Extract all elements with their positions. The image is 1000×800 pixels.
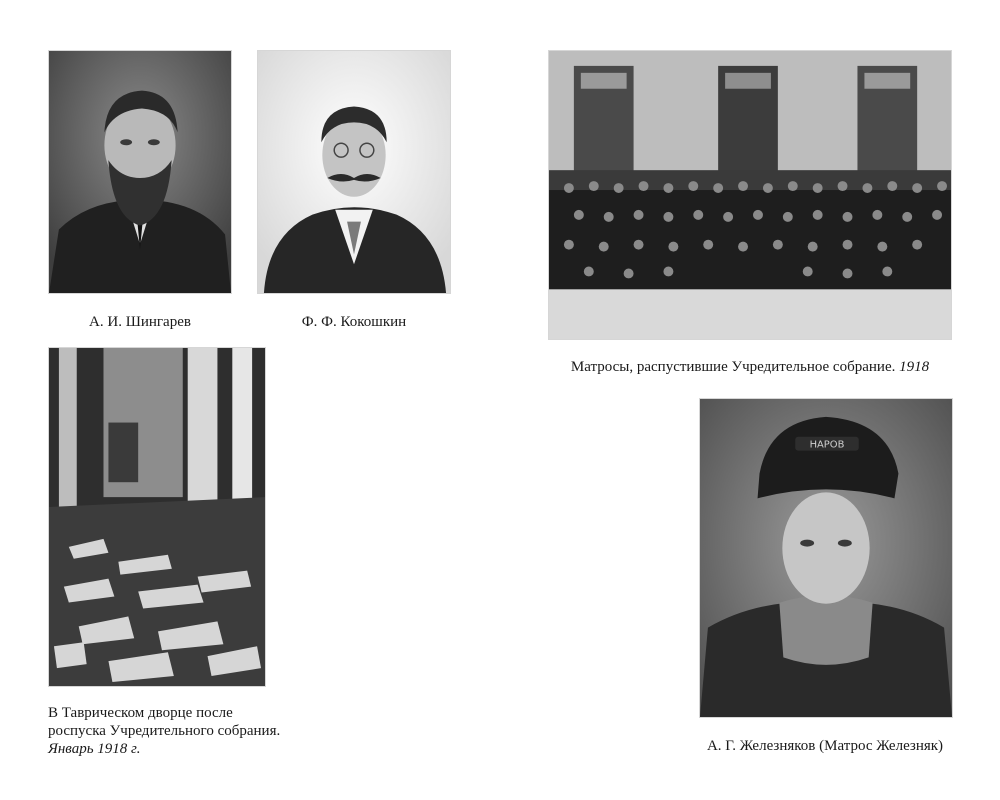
- photo-sailors-group: [548, 50, 952, 340]
- caption-sailors-year: 1918: [899, 359, 930, 375]
- caption-tauride: [48, 704, 348, 758]
- caption-tauride-line2: роспуска Учредительного собрания.: [48, 723, 281, 739]
- caption-sailors: [548, 358, 952, 376]
- cap-band-text: НАРОВ: [809, 439, 845, 451]
- photo-kokoshkin: [257, 50, 451, 294]
- caption-zheleznyakov: А. Г. Железняков (Матрос Железняк): [706, 738, 944, 754]
- caption-shingarev: А. И. Шингарев: [89, 314, 191, 330]
- photo-tauride-palace: [48, 347, 266, 687]
- caption-tauride-line1: В Таврическом дворце после: [48, 705, 233, 721]
- photo-zheleznyakov: [699, 398, 953, 718]
- photo-shingarev: [48, 50, 232, 294]
- caption-sailors-text: Матросы, распустившие Учредительное собрание.: [570, 359, 896, 375]
- caption-kokoshkin: Ф. Ф. Кокошкин: [301, 314, 407, 330]
- caption-tauride-date: Январь 1918 г.: [48, 741, 141, 757]
